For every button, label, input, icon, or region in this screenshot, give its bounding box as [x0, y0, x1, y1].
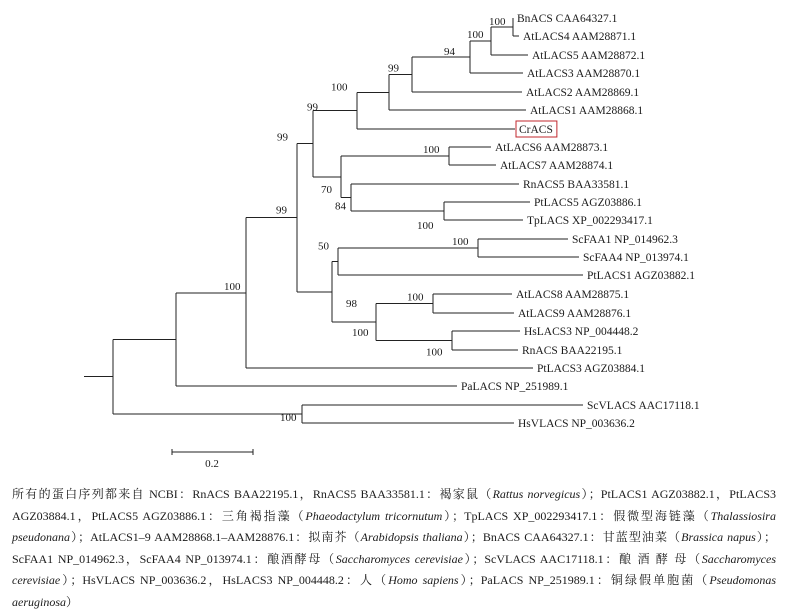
scale-bar: [172, 449, 253, 470]
caption-text: ）；PtLACS1 AGZ03882.1，PtLACS3 AGZ03884.1，PtLACS5 AGZ03886.1：三角褐指藻（: [12, 487, 776, 523]
taxon-label-rnacs5: RnACS5 BAA33581.1: [523, 179, 630, 191]
bootstrap-n-pt5tp: 100: [417, 220, 434, 232]
caption-text: ）；AtLACS1–9 AAM28868.1–AAM28876.1：拟南芥（: [70, 530, 361, 544]
bootstrap-n-cr: 99: [307, 101, 318, 114]
caption-species-name: Homo sapiens: [388, 573, 459, 587]
bootstrap-n-bn-at4: 100: [489, 16, 506, 28]
taxon-label-ptlacs1: PtLACS1 AGZ03882.1: [587, 270, 695, 282]
taxon-label-atlacs3: AtLACS3 AAM28870.1: [527, 68, 641, 80]
bootstrap-n-vlacs: 100: [280, 412, 297, 424]
bootstrap-n-at89: 100: [407, 291, 424, 304]
taxon-label-atlacs2: AtLACS2 AAM28869.1: [526, 87, 640, 99]
taxon-label-atlacs4: AtLACS4 AAM28871.1: [523, 31, 637, 43]
bootstrap-n-rn5grp: 70: [321, 183, 332, 196]
bootstrap-n-big: 99: [277, 131, 288, 144]
taxon-label-scfaa1: ScFAA1 NP_014962.3: [572, 234, 678, 246]
caption-species-name: Thalassiosira pseudonana: [12, 508, 776, 544]
tree-branches: [84, 18, 583, 423]
taxon-label-palacs: PaLACS NP_251989.1: [461, 381, 569, 393]
taxon-label-atlacs9: AtLACS9 AAM28876.1: [518, 308, 632, 320]
bootstrap-n-at5: 100: [467, 29, 484, 41]
taxon-label-atlacs8: AtLACS8 AAM28875.1: [516, 289, 630, 301]
caption-text: ）；HsVLACS NP_003636.2，HsLACS3 NP_004448.2：人（: [60, 573, 389, 587]
caption-species-name: Saccharomyces cerevisiae: [12, 551, 776, 587]
bootstrap-n-hsrn: 100: [426, 346, 443, 359]
taxon-label-atlacs1: AtLACS1 AAM28868.1: [530, 105, 644, 117]
taxon-label-rnacs: RnACS BAA22195.1: [522, 345, 623, 357]
bootstrap-n-at2: 99: [388, 62, 399, 75]
caption-text: ）；PaLACS NP_251989.1：铜绿假单胞菌（: [458, 573, 710, 587]
bootstrap-n-anim: 100: [352, 327, 369, 339]
caption-species-name: Pseudomonas aeruginosa: [12, 573, 777, 609]
bootstrap-n-yeast-anim: 98: [346, 297, 357, 310]
caption-species-name: Rattus norvegicus: [492, 487, 581, 501]
taxon-label-scfaa4: ScFAA4 NP_013974.1: [583, 252, 689, 264]
bootstrap-n-scfaa: 100: [452, 236, 469, 248]
bootstrap-n-ptp: 84: [335, 200, 346, 213]
bootstrap-n-pt3: 99: [276, 204, 287, 217]
caption-text: ）；ScVLACS AAC17118.1：酿 酒 酵 母（: [462, 551, 702, 566]
caption-text: ）；BnACS CAA64327.1：甘蓝型油菜（: [462, 530, 682, 544]
taxon-label-hsvlacs: HsVLACS NP_003636.2: [518, 418, 635, 430]
taxon-label-scvlacs: ScVLACS AAC17118.1: [587, 400, 700, 412]
taxon-label-bnacs: BnACS CAA64327.1: [517, 13, 618, 25]
bootstrap-n-at67: 100: [423, 144, 440, 156]
bootstrap-n-pa: 100: [224, 280, 241, 293]
caption-text: 所有的蛋白序列都来自 NCBI：RnACS BAA22195.1，RnACS5 BAA33581.1：褐家鼠（: [12, 487, 493, 501]
tree-labels: [461, 13, 700, 430]
taxon-label-cracs: CrACS: [519, 124, 553, 136]
figure-caption: [12, 484, 776, 613]
caption-text: ）: [66, 594, 79, 609]
caption-species-name: Arabidopsis thaliana: [360, 530, 463, 544]
bootstrap-n-at1: 100: [331, 81, 348, 94]
taxon-label-hslacs3: HsLACS3 NP_004448.2: [524, 326, 639, 338]
caption-text: ）；TpLACS XP_002293417.1：假微型海链藻（: [442, 508, 711, 523]
taxon-label-tplacs: TpLACS XP_002293417.1: [527, 215, 653, 227]
scale-bar-label: 0.2: [205, 458, 219, 470]
caption-species-name: Saccharomyces cerevisiae: [335, 551, 463, 566]
caption-species-name: Brassica napus: [681, 530, 756, 544]
bootstrap-n-fungi: 50: [318, 240, 329, 253]
caption-text: ）；ScFAA1 NP_014962.3，ScFAA4 NP_013974.1：酿酒酵母（: [12, 530, 776, 566]
taxon-label-atlacs5: AtLACS5 AAM28872.1: [532, 50, 646, 62]
caption-species-name: Phaeodactylum tricornutum: [305, 508, 443, 523]
bootstrap-n-at3: 94: [444, 46, 455, 58]
taxon-label-ptlacs3: PtLACS3 AGZ03884.1: [537, 363, 645, 375]
taxon-label-ptlacs5: PtLACS5 AGZ03886.1: [534, 197, 642, 209]
taxon-label-atlacs7: AtLACS7 AAM28874.1: [500, 160, 614, 172]
taxon-label-atlacs6: AtLACS6 AAM28873.1: [495, 142, 609, 154]
